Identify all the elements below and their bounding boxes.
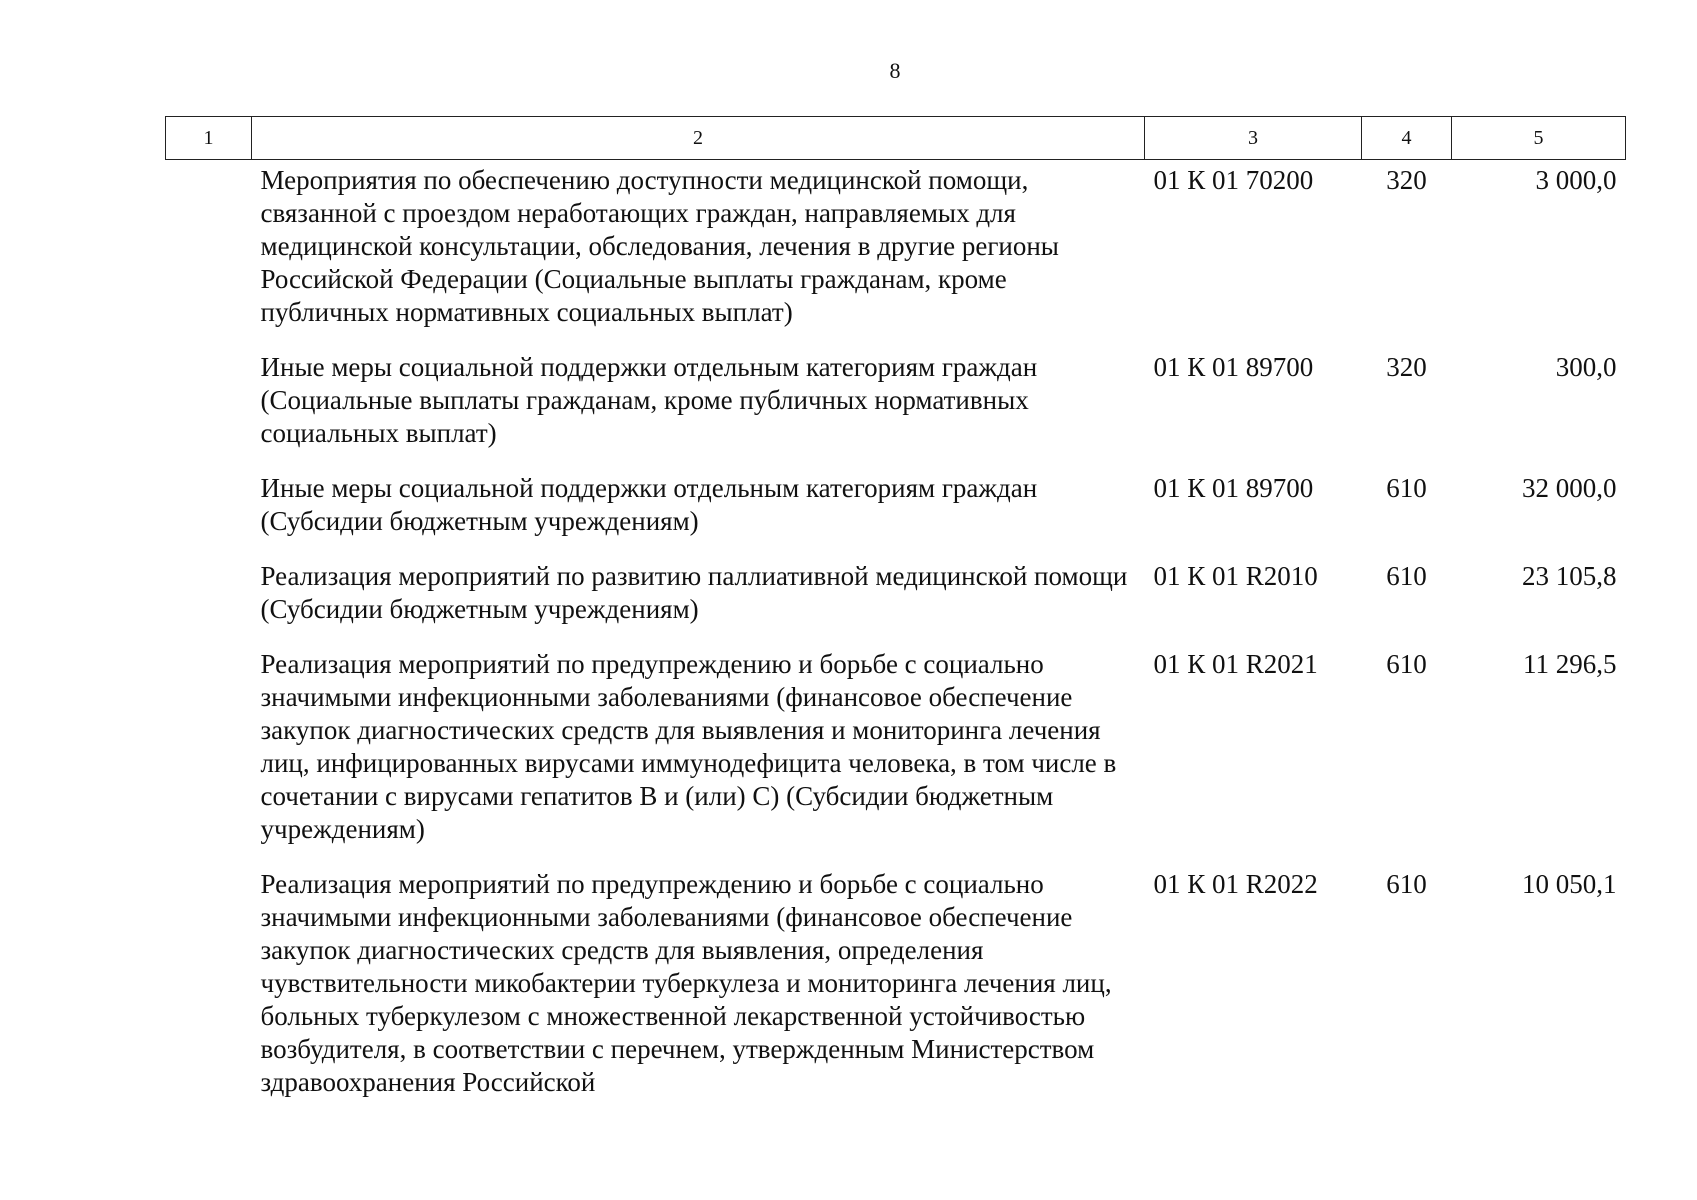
expense-type: 320 (1386, 165, 1427, 195)
table-body (166, 160, 1626, 1114)
row-empty-cell (166, 860, 252, 1113)
expense-name: Мероприятия по обеспечению доступности медицинской помощи, связанной с проездом неработающих граждан, направляемых для медицинской консультации, обследования, лечения в другие регионы Российской Федерации (Социальные выплаты гражданам, кроме публичных нормативных социальных выплат) (260, 165, 1059, 327)
amount: 32 000,0 (1522, 473, 1617, 503)
page-number: 8 (889, 58, 901, 83)
table-row (166, 343, 1626, 464)
column-header-5: 5 (1452, 117, 1626, 160)
amount: 10 050,1 (1522, 869, 1617, 899)
expense-type: 320 (1386, 352, 1427, 382)
target-code: 01 К 01 89700 (1153, 352, 1314, 382)
row-empty-cell (166, 160, 252, 344)
table-header (166, 117, 1626, 160)
target-code: 01 К 01 89700 (1153, 473, 1314, 503)
table-row (166, 640, 1626, 860)
column-header-2: 2 (252, 117, 1145, 160)
expense-type: 610 (1386, 649, 1427, 679)
target-code: 01 К 01 70200 (1153, 165, 1314, 195)
amount: 23 105,8 (1522, 561, 1617, 591)
expense-name: Реализация мероприятий по предупреждению и борьбе с социально значимыми инфекционными заболеваниями (финансовое обеспечение закупок диагностических средств для выявления, определения чувствительности микобактерии туберкулеза и мониторинга лечения лиц, больных туберкулезом с множественной лекарственной устойчивостью возбудителя, в соответствии с перечнем, утвержденным Министерством здравоохранения Российской (260, 869, 1112, 1097)
target-code: 01 К 01 R2010 (1153, 561, 1318, 591)
table-row (166, 160, 1626, 344)
target-code: 01 К 01 R2022 (1153, 869, 1318, 899)
expense-type: 610 (1386, 561, 1427, 591)
expense-name: Реализация мероприятий по предупреждению и борьбе с социально значимыми инфекционными заболеваниями (финансовое обеспечение закупок диагностических средств для выявления и мониторинга лечения лиц, инфицированных вирусами иммунодефицита человека, в том числе в сочетании с вирусами гепатитов В и (или) С) (Субсидии бюджетным учреждениям) (260, 649, 1117, 844)
budget-table (165, 116, 1626, 1113)
column-header-3: 3 (1145, 117, 1362, 160)
table-row (166, 464, 1626, 552)
target-code: 01 К 01 R2021 (1153, 649, 1318, 679)
expense-name: Иные меры социальной поддержки отдельным категориям граждан (Субсидии бюджетным учреждениям) (260, 473, 1038, 536)
row-empty-cell (166, 640, 252, 860)
amount: 3 000,0 (1535, 165, 1617, 195)
expense-name: Иные меры социальной поддержки отдельным категориям граждан (Социальные выплаты гражданам, кроме публичных нормативных социальных выплат) (260, 352, 1038, 448)
expense-name: Реализация мероприятий по развитию паллиативной медицинской помощи (Субсидии бюджетным учреждениям) (260, 561, 1128, 624)
table-row (166, 860, 1626, 1113)
table-header-row (166, 117, 1626, 160)
row-empty-cell (166, 343, 252, 464)
row-empty-cell (166, 464, 252, 552)
expense-type: 610 (1386, 473, 1427, 503)
amount: 300,0 (1555, 352, 1617, 382)
column-header-4: 4 (1362, 117, 1452, 160)
table-row (166, 552, 1626, 640)
row-empty-cell (166, 552, 252, 640)
expense-type: 610 (1386, 869, 1427, 899)
amount: 11 296,5 (1523, 649, 1617, 679)
column-header-1: 1 (166, 117, 252, 160)
